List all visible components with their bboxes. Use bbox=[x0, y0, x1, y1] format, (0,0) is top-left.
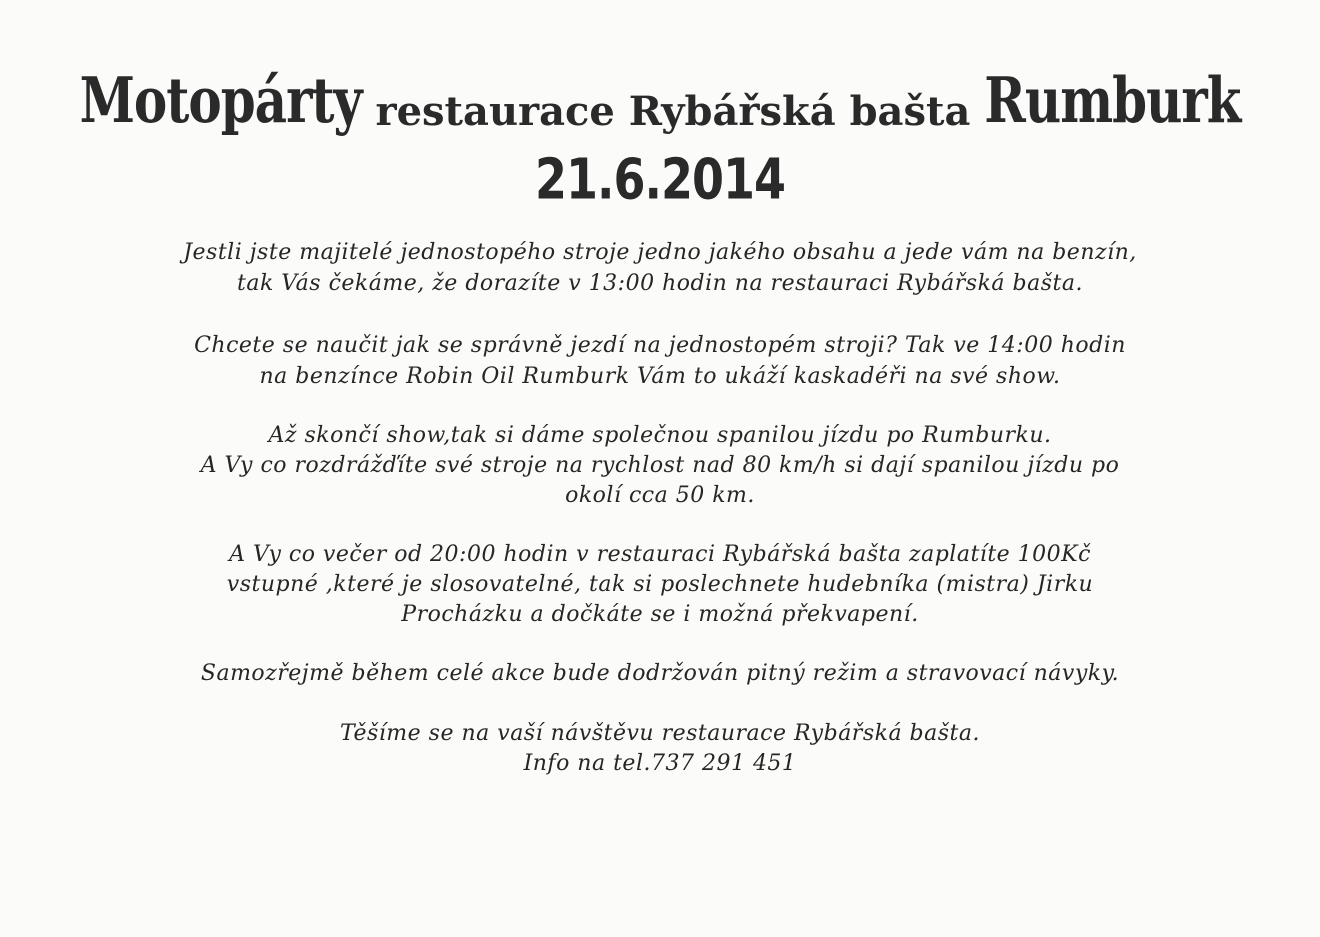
paragraph-2-line-2: na benzínce Robin Oil Rumburk Vám to ukáží kaskadéři na své show. bbox=[259, 364, 1061, 389]
paragraph-3-line-3: okolí cca 50 km. bbox=[565, 483, 755, 508]
event-date bbox=[0, 146, 1320, 218]
paragraph-1-line-1: Jestli jste majitelé jednostopého stroje jedno jakého obsahu a jede vám na benzín, bbox=[183, 240, 1137, 265]
paragraph-4-line-1: A Vy co večer od 20:00 hodin v restauraci Rybářská bašta zaplatíte 100Kč bbox=[229, 542, 1091, 567]
paragraph-2-line-1: Chcete se naučit jak se správně jezdí na jednostopém stroji? Tak ve 14:00 hodin bbox=[194, 333, 1126, 358]
event-date-text: 21.6.2014 bbox=[535, 146, 785, 212]
paragraph-1-line-2: tak Vás čekáme, že dorazíte v 13:00 hodin na restauraci Rybářská bašta. bbox=[237, 271, 1083, 296]
contact-phone: Info na tel.737 291 451 bbox=[523, 751, 797, 776]
paragraph-4-line-2: vstupné ,které je slosovatelné, tak si poslechnete hudebníka (mistra) Jirku bbox=[226, 572, 1094, 597]
paragraph-3-line-2: A Vy co rozdrážďíte své stroje na rychlost nad 80 km/h si dají spanilou jízdu po bbox=[200, 453, 1120, 478]
title-word-rumburk: Rumburk bbox=[984, 63, 1241, 137]
title-word-motoparty: Motopárty bbox=[79, 63, 362, 137]
paragraph-5-line-1: Samozřejmě během celé akce bude dodržován pitný režim a stravovací návyky. bbox=[200, 661, 1120, 686]
paragraph-4-line-3: Procházku a dočkáte se i možná překvapení. bbox=[401, 602, 919, 627]
paragraph-6-line-1: Těšíme se na vaší návštěvu restaurace Rybářská bašta. bbox=[340, 721, 980, 746]
title-restaurant-name: restaurace Rybářská bašta bbox=[361, 88, 985, 135]
paragraph-3-line-1: Až skončí show,tak si dáme společnou spanilou jízdu po Rumburku. bbox=[268, 423, 1052, 448]
